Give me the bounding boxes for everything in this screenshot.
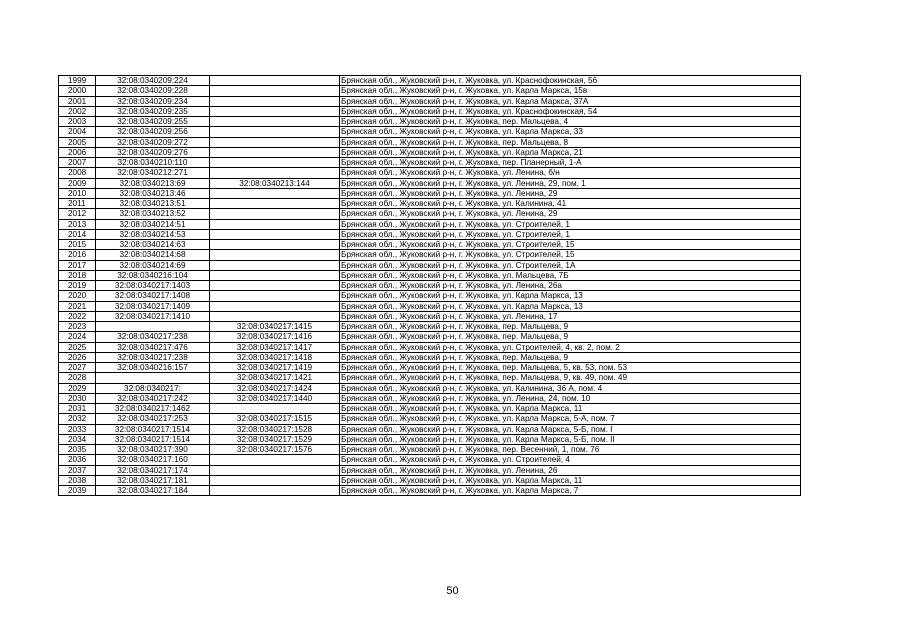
address-cell: Брянская обл., Жуковский р-н, г. Жуковка, ул. Строителей, 15 (340, 240, 801, 250)
row-number-cell: 2032 (59, 414, 96, 424)
row-number-cell: 2006 (59, 147, 96, 157)
related-cadastral-number-cell: 32:08:0340217:1529 (210, 434, 340, 444)
cadastral-number-cell: 32:08:0340217:1409 (96, 301, 210, 311)
row-number-cell: 2015 (59, 240, 96, 250)
address-cell: Брянская обл., Жуковский р-н, г. Жуковка, ул. Калинина, 41 (340, 199, 801, 209)
related-cadastral-number-cell (210, 158, 340, 168)
cadastral-number-cell: 32:08:0340217:1410 (96, 311, 210, 321)
table-row (59, 147, 801, 157)
row-number-cell: 2035 (59, 445, 96, 455)
address-cell: Брянская обл., Жуковский р-н, г. Жуковка, пер. Мальцева, 4 (340, 117, 801, 127)
row-number-cell: 2021 (59, 301, 96, 311)
address-cell: Брянская обл., Жуковский р-н, г. Жуковка, ул. Карла Маркса, 15в (340, 86, 801, 96)
table-row (59, 270, 801, 280)
row-number-cell: 2019 (59, 281, 96, 291)
cadastral-number-cell: 32:08:0340213:46 (96, 188, 210, 198)
row-number-cell: 2023 (59, 322, 96, 332)
table-row (59, 322, 801, 332)
row-number-cell: 2010 (59, 188, 96, 198)
cadastral-number-cell: 32:08:0340217:1514 (96, 424, 210, 434)
row-number-cell: 2009 (59, 178, 96, 188)
related-cadastral-number-cell (210, 106, 340, 116)
table-row (59, 260, 801, 270)
address-cell: Брянская обл., Жуковский р-н, г. Жуковка, ул. Карла Маркса, 37А (340, 96, 801, 106)
row-number-cell: 2022 (59, 311, 96, 321)
table-row (59, 76, 801, 86)
address-cell: Брянская обл., Жуковский р-н, г. Жуковка, ул. Ленина, 29 (340, 209, 801, 219)
related-cadastral-number-cell (210, 76, 340, 86)
address-cell: Брянская обл., Жуковский р-н, г. Жуковка, ул. Карла Маркса, 7 (340, 486, 801, 496)
table-row (59, 445, 801, 455)
row-number-cell: 2018 (59, 270, 96, 280)
address-cell: Брянская обл., Жуковский р-н, г. Жуковка, ул. Строителей, 1 (340, 219, 801, 229)
related-cadastral-number-cell: 32:08:0340217:1424 (210, 383, 340, 393)
cadastral-number-cell: 32:08:0340217:160 (96, 455, 210, 465)
related-cadastral-number-cell (210, 311, 340, 321)
related-cadastral-number-cell (210, 291, 340, 301)
table-row (59, 188, 801, 198)
related-cadastral-number-cell (210, 250, 340, 260)
table-row (59, 158, 801, 168)
table-row (59, 363, 801, 373)
row-number-cell: 2026 (59, 352, 96, 362)
related-cadastral-number-cell (210, 188, 340, 198)
cadastral-number-cell: 32:08:0340209:256 (96, 127, 210, 137)
related-cadastral-number-cell (210, 465, 340, 475)
table-row (59, 486, 801, 496)
related-cadastral-number-cell (210, 301, 340, 311)
row-number-cell: 2014 (59, 229, 96, 239)
related-cadastral-number-cell: 32:08:0340217:1418 (210, 352, 340, 362)
address-cell: Брянская обл., Жуковский р-н, г. Жуковка, ул. Мальцева, 7Б (340, 270, 801, 280)
cadastral-number-cell: 32:08:0340209:234 (96, 96, 210, 106)
related-cadastral-number-cell: 32:08:0340217:1528 (210, 424, 340, 434)
related-cadastral-number-cell (210, 209, 340, 219)
row-number-cell: 2007 (59, 158, 96, 168)
table-row (59, 475, 801, 485)
row-number-cell: 2034 (59, 434, 96, 444)
related-cadastral-number-cell: 32:08:0340217:1576 (210, 445, 340, 455)
related-cadastral-number-cell (210, 260, 340, 270)
cadastral-number-cell: 32:08:0340213:52 (96, 209, 210, 219)
cadastral-number-cell: 32:08:0340217:238 (96, 352, 210, 362)
address-cell: Брянская обл., Жуковский р-н, г. Жуковка, ул. Карла Маркса, 33 (340, 127, 801, 137)
address-cell: Брянская обл., Жуковский р-н, г. Жуковка, пер. Мальцева, 9 (340, 352, 801, 362)
table-row (59, 434, 801, 444)
related-cadastral-number-cell (210, 229, 340, 239)
address-cell: Брянская обл., Жуковский р-н, г. Жуковка, ул. Ленина, 17 (340, 311, 801, 321)
table-row (59, 465, 801, 475)
row-number-cell: 2020 (59, 291, 96, 301)
property-table-body (59, 76, 801, 496)
cadastral-number-cell: 32:08:0340209:228 (96, 86, 210, 96)
address-cell: Брянская обл., Жуковский р-н, г. Жуковка, ул. Карла Маркса, 11 (340, 475, 801, 485)
cadastral-number-cell: 32:08:0340217:238 (96, 332, 210, 342)
row-number-cell: 2030 (59, 393, 96, 403)
row-number-cell: 2017 (59, 260, 96, 270)
address-cell: Брянская обл., Жуковский р-н, г. Жуковка, пер. Мальцева, 9 (340, 322, 801, 332)
cadastral-number-cell: 32:08:0340217:476 (96, 342, 210, 352)
address-cell: Брянская обл., Жуковский р-н, г. Жуковка, ул. Карла Маркса, 13 (340, 301, 801, 311)
address-cell: Брянская обл., Жуковский р-н, г. Жуковка, пер. Весенний, 1, пом. 76 (340, 445, 801, 455)
row-number-cell: 2038 (59, 475, 96, 485)
row-number-cell: 2027 (59, 363, 96, 373)
related-cadastral-number-cell: 32:08:0340217:1415 (210, 322, 340, 332)
related-cadastral-number-cell (210, 455, 340, 465)
table-row (59, 209, 801, 219)
cadastral-number-cell (96, 322, 210, 332)
address-cell: Брянская обл., Жуковский р-н, г. Жуковка, пер. Планерный, 1-А (340, 158, 801, 168)
related-cadastral-number-cell: 32:08:0340217:1440 (210, 393, 340, 403)
table-row (59, 229, 801, 239)
related-cadastral-number-cell (210, 199, 340, 209)
address-cell: Брянская обл., Жуковский р-н, г. Жуковка, ул. Карла Маркса, 5-А, пом. 7 (340, 414, 801, 424)
table-row (59, 373, 801, 383)
cadastral-number-cell: 32:08:0340214:63 (96, 240, 210, 250)
cadastral-number-cell (96, 373, 210, 383)
row-number-cell: 2013 (59, 219, 96, 229)
address-cell: Брянская обл., Жуковский р-н, г. Жуковка, пер. Мальцева, 9 (340, 332, 801, 342)
table-row (59, 342, 801, 352)
address-cell: Брянская обл., Жуковский р-н, г. Жуковка, ул. Строителей, 4, кв. 2, пом. 2 (340, 342, 801, 352)
table-row (59, 281, 801, 291)
row-number-cell: 2036 (59, 455, 96, 465)
related-cadastral-number-cell (210, 475, 340, 485)
cadastral-number-cell: 32:08:0340212:271 (96, 168, 210, 178)
table-row (59, 301, 801, 311)
table-row (59, 117, 801, 127)
address-cell: Брянская обл., Жуковский р-н, г. Жуковка, ул. Карла Маркса, 11 (340, 404, 801, 414)
cadastral-number-cell: 32:08:0340217:181 (96, 475, 210, 485)
related-cadastral-number-cell: 32:08:0340217:1515 (210, 414, 340, 424)
table-row (59, 383, 801, 393)
row-number-cell: 2004 (59, 127, 96, 137)
address-cell: Брянская обл., Жуковский р-н, г. Жуковка, ул. Строителей, 4 (340, 455, 801, 465)
address-cell: Брянская обл., Жуковский р-н, г. Жуковка, ул. Строителей, 15 (340, 250, 801, 260)
address-cell: Брянская обл., Жуковский р-н, г. Жуковка, ул. Краснофокинская, 54 (340, 106, 801, 116)
address-cell: Брянская обл., Жуковский р-н, г. Жуковка, ул. Карла Маркса, 5-Б, пом. I (340, 424, 801, 434)
cadastral-number-cell: 32:08:0340217:390 (96, 445, 210, 455)
address-cell: Брянская обл., Жуковский р-н, г. Жуковка, ул. Ленина, 24, пом. 10 (340, 393, 801, 403)
row-number-cell: 2037 (59, 465, 96, 475)
address-cell: Брянская обл., Жуковский р-н, г. Жуковка, ул. Ленина, 29, пом. 1 (340, 178, 801, 188)
address-cell: Брянская обл., Жуковский р-н, г. Жуковка, ул. Карла Маркса, 21 (340, 147, 801, 157)
related-cadastral-number-cell (210, 117, 340, 127)
row-number-cell: 2029 (59, 383, 96, 393)
cadastral-number-cell: 32:08:0340217:1514 (96, 434, 210, 444)
cadastral-number-cell: 32:08:0340214:51 (96, 219, 210, 229)
cadastral-number-cell: 32:08:0340217:1462 (96, 404, 210, 414)
table-row (59, 86, 801, 96)
address-cell: Брянская обл., Жуковский р-н, г. Жуковка, ул. Карла Маркса, 5-Б, пом. II (340, 434, 801, 444)
row-number-cell: 2005 (59, 137, 96, 147)
row-number-cell: 2001 (59, 96, 96, 106)
row-number-cell: 2031 (59, 404, 96, 414)
table-row (59, 168, 801, 178)
property-table (58, 75, 801, 496)
address-cell: Брянская обл., Жуковский р-н, г. Жуковка, ул. Ленина, б/н (340, 168, 801, 178)
related-cadastral-number-cell (210, 270, 340, 280)
table-row (59, 106, 801, 116)
table-row (59, 404, 801, 414)
related-cadastral-number-cell (210, 168, 340, 178)
related-cadastral-number-cell: 32:08:0340213:144 (210, 178, 340, 188)
row-number-cell: 2011 (59, 199, 96, 209)
table-row (59, 393, 801, 403)
related-cadastral-number-cell (210, 147, 340, 157)
cadastral-number-cell: 32:08:0340209:235 (96, 106, 210, 116)
row-number-cell: 1999 (59, 76, 96, 86)
address-cell: Брянская обл., Жуковский р-н, г. Жуковка, ул. Ленина, 26а (340, 281, 801, 291)
related-cadastral-number-cell (210, 281, 340, 291)
table-row (59, 414, 801, 424)
table-row (59, 96, 801, 106)
cadastral-number-cell: 32:08:0340209:272 (96, 137, 210, 147)
address-cell: Брянская обл., Жуковский р-н, г. Жуковка, ул. Калинина, 36 А, пом. 4 (340, 383, 801, 393)
address-cell: Брянская обл., Жуковский р-н, г. Жуковка, ул. Краснофокинская, 56 (340, 76, 801, 86)
cadastral-number-cell: 32:08:0340213:69 (96, 178, 210, 188)
related-cadastral-number-cell: 32:08:0340217:1416 (210, 332, 340, 342)
table-row (59, 219, 801, 229)
table-row (59, 250, 801, 260)
page-number: 50 (446, 585, 459, 597)
related-cadastral-number-cell (210, 137, 340, 147)
cadastral-number-cell: 32:08:0340210:110 (96, 158, 210, 168)
address-cell: Брянская обл., Жуковский р-н, г. Жуковка, ул. Строителей, 1 (340, 229, 801, 239)
row-number-cell: 2024 (59, 332, 96, 342)
row-number-cell: 2008 (59, 168, 96, 178)
table-row (59, 311, 801, 321)
row-number-cell: 2000 (59, 86, 96, 96)
cadastral-number-cell: 32:08:0340217:174 (96, 465, 210, 475)
address-cell: Брянская обл., Жуковский р-н, г. Жуковка, ул. Строителей, 1А (340, 260, 801, 270)
table-row (59, 424, 801, 434)
related-cadastral-number-cell: 32:08:0340217:1417 (210, 342, 340, 352)
table-row (59, 137, 801, 147)
related-cadastral-number-cell (210, 240, 340, 250)
cadastral-number-cell: 32:08:0340209:255 (96, 117, 210, 127)
row-number-cell: 2028 (59, 373, 96, 383)
related-cadastral-number-cell (210, 486, 340, 496)
table-row (59, 332, 801, 342)
table-row (59, 352, 801, 362)
table-row (59, 178, 801, 188)
row-number-cell: 2025 (59, 342, 96, 352)
address-cell: Брянская обл., Жуковский р-н, г. Жуковка, ул. Ленина, 29 (340, 188, 801, 198)
cadastral-number-cell: 32:08:0340217:253 (96, 414, 210, 424)
table-row (59, 291, 801, 301)
cadastral-number-cell: 32:08:0340216:157 (96, 363, 210, 373)
address-cell: Брянская обл., Жуковский р-н, г. Жуковка, ул. Карла Маркса, 13 (340, 291, 801, 301)
cadastral-number-cell: 32:08:0340217: (96, 383, 210, 393)
related-cadastral-number-cell (210, 86, 340, 96)
related-cadastral-number-cell: 32:08:0340217:1421 (210, 373, 340, 383)
address-cell: Брянская обл., Жуковский р-н, г. Жуковка, пер. Мальцева, 8 (340, 137, 801, 147)
cadastral-number-cell: 32:08:0340216:104 (96, 270, 210, 280)
related-cadastral-number-cell: 32:08:0340217:1419 (210, 363, 340, 373)
cadastral-number-cell: 32:08:0340217:184 (96, 486, 210, 496)
cadastral-number-cell: 32:08:0340214:53 (96, 229, 210, 239)
address-cell: Брянская обл., Жуковский р-н, г. Жуковка, пер. Мальцева, 5, кв. 53, пом. 53 (340, 363, 801, 373)
row-number-cell: 2033 (59, 424, 96, 434)
cadastral-number-cell: 32:08:0340209:224 (96, 76, 210, 86)
cadastral-number-cell: 32:08:0340214:68 (96, 250, 210, 260)
cadastral-number-cell: 32:08:0340217:1408 (96, 291, 210, 301)
related-cadastral-number-cell (210, 96, 340, 106)
address-cell: Брянская обл., Жуковский р-н, г. Жуковка, ул. Ленина, 26 (340, 465, 801, 475)
cadastral-number-cell: 32:08:0340217:242 (96, 393, 210, 403)
row-number-cell: 2003 (59, 117, 96, 127)
row-number-cell: 2002 (59, 106, 96, 116)
cadastral-number-cell: 32:08:0340213:51 (96, 199, 210, 209)
related-cadastral-number-cell (210, 219, 340, 229)
table-row (59, 127, 801, 137)
cadastral-number-cell: 32:08:0340214:69 (96, 260, 210, 270)
address-cell: Брянская обл., Жуковский р-н, г. Жуковка, пер. Мальцева, 9, кв. 49, пом. 49 (340, 373, 801, 383)
row-number-cell: 2012 (59, 209, 96, 219)
related-cadastral-number-cell (210, 127, 340, 137)
cadastral-number-cell: 32:08:0340217:1403 (96, 281, 210, 291)
row-number-cell: 2016 (59, 250, 96, 260)
table-row (59, 199, 801, 209)
row-number-cell: 2039 (59, 486, 96, 496)
table-row (59, 455, 801, 465)
cadastral-number-cell: 32:08:0340209:276 (96, 147, 210, 157)
table-row (59, 240, 801, 250)
related-cadastral-number-cell (210, 404, 340, 414)
